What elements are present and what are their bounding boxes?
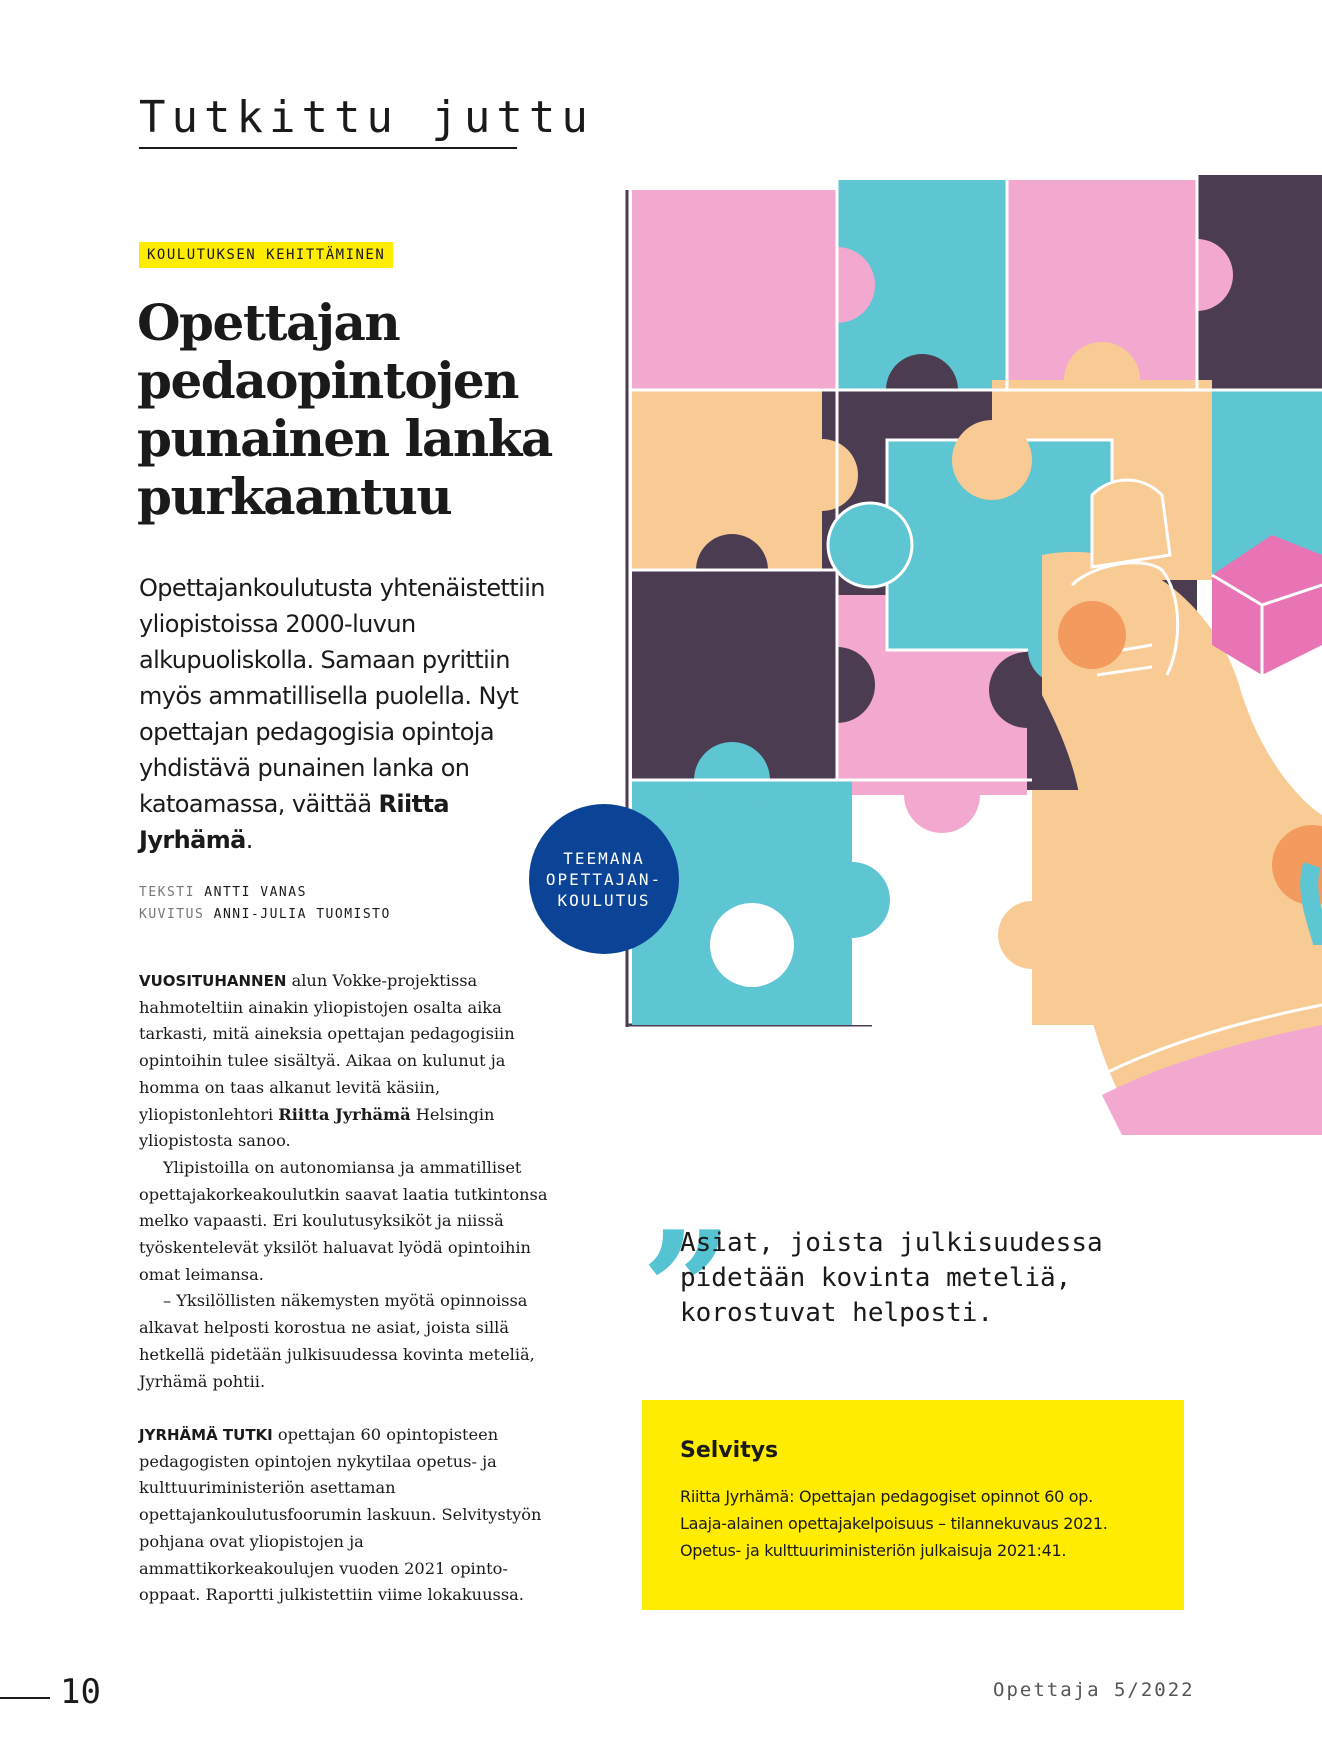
category-tag: KOULUTUKSEN KEHITTÄMINEN xyxy=(139,242,393,268)
puzzle-illustration xyxy=(622,175,1322,1135)
credit-illustration-row xyxy=(139,904,391,926)
headline-line: pedaopintojen xyxy=(137,351,518,410)
credit-text-name: ANTTI VANAS xyxy=(204,885,307,900)
paragraph-lead-in: JYRHÄMÄ TUTKI xyxy=(139,1426,273,1444)
body-column-1 xyxy=(139,968,559,1395)
credit-illustration-label: KUVITUS xyxy=(139,907,205,922)
info-box xyxy=(642,1400,1184,1610)
credit-text-label: TEKSTI xyxy=(139,885,195,900)
credit-illustration-name: ANNI-JULIA TUOMISTO xyxy=(213,907,391,922)
credit-text-row xyxy=(139,882,391,904)
pull-quote xyxy=(680,1226,1280,1331)
footer-rule xyxy=(0,1697,50,1699)
body-paragraph: Ylipistoilla on autonomiansa ja ammatilliset opettajakorkeakoulutkin saavat laatia tutkintonsa melko vapaasti. Eri koulutusyksiköt ja niissä työskentelevät yksilöt haluavat lyödä opintoihin omat leimansa. xyxy=(139,1157,548,1284)
headline-line: punainen lanka xyxy=(137,409,552,468)
pull-quote-line: Asiat, joista julkisuudessa xyxy=(680,1228,1103,1258)
paragraph-lead-in: VUOSITUHANNEN xyxy=(139,972,287,990)
body-paragraph: – Yksilöllisten näkemysten myötä opinnoissa alkavat helposti korostua ne asiat, joista sillä hetkellä pidetään julkisuudessa kovinta meteliä, Jyrhämä pohtii. xyxy=(139,1291,535,1391)
quote-mark-icon: ” xyxy=(641,1196,714,1384)
section-title-underline xyxy=(139,147,517,149)
lead-text: Opettajankoulutusta yhtenäistettiin yliopistoissa 2000-luvun alkupuoliskolla. Samaan pyrittiin myös ammatillisella puolella. Nyt opettajan pedagogisia opintoja yhdistävä punainen lanka on katoamassa, väittää xyxy=(139,574,545,818)
theme-badge xyxy=(529,804,679,954)
issue-label: Opettaja 5/2022 xyxy=(993,1679,1195,1701)
theme-badge-line: OPETTAJAN- xyxy=(545,869,663,889)
headline-line: purkaantuu xyxy=(137,467,452,526)
headline-line: Opettajan xyxy=(137,293,400,352)
body-name: Riitta Jyrhämä xyxy=(278,1104,411,1124)
theme-badge-line: KOULUTUS xyxy=(557,890,651,910)
info-box-line: Opetus- ja kulttuuriministeriön julkaisuja 2021:41. xyxy=(680,1541,1067,1560)
body-text: Helsingin yliopistosta sanoo. xyxy=(139,1104,495,1151)
info-box-title: Selvitys xyxy=(680,1438,779,1463)
pull-quote-line: korostuvat helposti. xyxy=(680,1298,994,1328)
lead-paragraph xyxy=(139,570,559,858)
headline xyxy=(137,294,567,526)
theme-badge-line: TEEMANA xyxy=(563,848,645,868)
credits xyxy=(139,882,391,926)
lead-name: Riitta Jyrhämä xyxy=(139,790,449,854)
body-paragraph xyxy=(139,968,559,1155)
section-title: Tutkittu juttu xyxy=(139,92,594,143)
body-column-2 xyxy=(139,1422,559,1609)
pull-quote-line: pidetään kovinta meteliä, xyxy=(680,1263,1072,1293)
page-number: 10 xyxy=(60,1672,101,1712)
body-text: alun Vokke-projektissa hahmoteltiin ainakin yliopistojen osalta aika tarkasti, mitä aineksia opettajan pedagogisiin opintoihin tulee sisältyä. Aikaa on kulunut ja homma on taas alkanut levitä käsiin, yliopistonlehtori xyxy=(139,971,515,1124)
lead-end: . xyxy=(245,826,253,854)
body-text: opettajan 60 opintopisteen pedagogisten opintojen nykytilaa opetus- ja kulttuuriministeriön asettaman opettajankoulutusfoorumin laskuun. Selvitystyön pohjana ovat yliopistojen ja ammattikorkeakoulujen vuoden 2021 opinto-oppaat. Raportti julkistettiin viime lokakuussa. xyxy=(139,1425,542,1605)
body-paragraph xyxy=(139,1422,559,1609)
info-box-line: Riitta Jyrhämä: Opettajan pedagogiset opinnot 60 op. xyxy=(680,1487,1093,1506)
info-box-line: Laaja-alainen opettajakelpoisuus – tilannekuvaus 2021. xyxy=(680,1514,1108,1533)
